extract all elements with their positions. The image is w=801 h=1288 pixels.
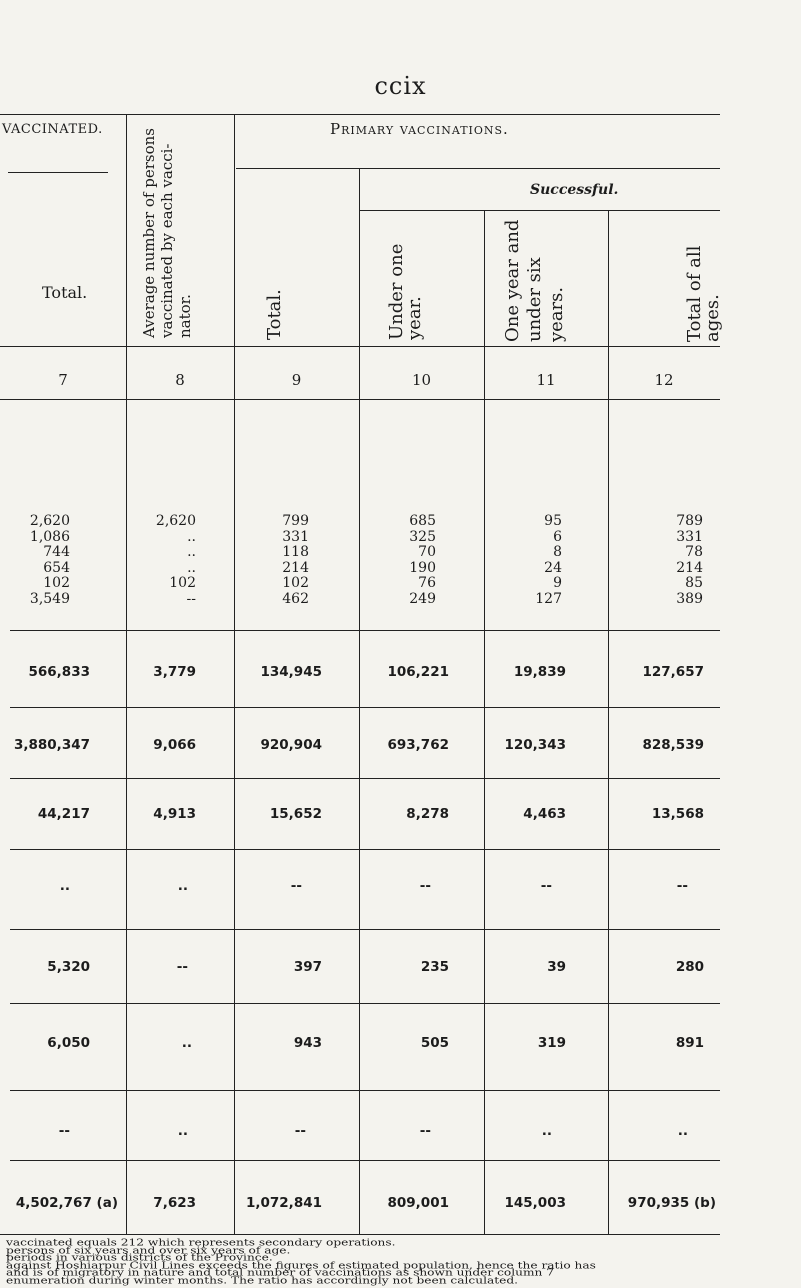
page-number: ccix: [374, 72, 427, 100]
table-cell: 3,779: [153, 664, 196, 680]
group1-average-cell: 2,620 .. .. .. 102 --: [155, 513, 196, 607]
table-cell: --: [419, 878, 431, 894]
header-top-rule: [0, 114, 720, 115]
table-cell: 127,657: [642, 664, 704, 680]
row-separator: [10, 630, 720, 631]
header-vaccinated-underline: [8, 172, 108, 173]
col-rule-4: [484, 210, 485, 1234]
table-cell: 566,833: [28, 664, 90, 680]
header-bottom-rule: [0, 346, 720, 347]
col-number: 10: [411, 371, 432, 389]
row-separator: [10, 1160, 720, 1161]
table-cell: 891: [675, 1035, 704, 1051]
table-cell: --: [540, 878, 552, 894]
table-cell: 39: [547, 959, 566, 975]
header-total: Total.: [42, 283, 88, 302]
footnote-line: and is of migratory in nature and total number of vaccinations as shown under column 7: [6, 1267, 555, 1278]
col-number: 7: [58, 371, 68, 389]
col-number: 11: [536, 371, 556, 389]
row-separator: [10, 929, 720, 930]
table-cell: 4,913: [153, 806, 196, 822]
header-average-persons: Average number of persons vaccinated by each vacci- nator.: [140, 128, 194, 338]
footnote-line: vaccinated equals 212 which represents secondary operations.: [6, 1237, 396, 1248]
table-cell: ..: [541, 1123, 552, 1139]
col-number: 9: [291, 371, 302, 389]
table-cell: 15,652: [269, 806, 322, 822]
row-separator: [10, 1003, 720, 1004]
table-cell: 1,072,841: [245, 1195, 322, 1211]
table-cell: --: [419, 1123, 431, 1139]
table-cell: 235: [420, 959, 449, 975]
header-primary-underline: [236, 168, 720, 169]
row-separator: [10, 1090, 720, 1091]
col-rule-5: [608, 210, 609, 1234]
table-cell: 828,539: [642, 737, 704, 753]
table-cell: 397: [293, 959, 322, 975]
table-cell: --: [58, 1123, 70, 1139]
header-primary-vaccinations: Primary vaccinations.: [330, 120, 509, 138]
footnote-line: persons of six years and over six years of age.: [6, 1244, 291, 1256]
table-cell: 5,320: [47, 959, 90, 975]
table-cell: 8,278: [406, 806, 449, 822]
table-cell: 9,066: [153, 737, 196, 753]
table-cell: 4,502,767 (a): [15, 1195, 118, 1211]
table-cell: ..: [177, 878, 188, 894]
header-successful-underline: [360, 210, 720, 211]
table-cell: 280: [675, 959, 704, 975]
table-cell: 120,343: [504, 737, 566, 753]
group1-one-six-cell: 95 6 8 24 9 127: [535, 513, 562, 607]
header-total-all-ages: Total of all ages.: [684, 245, 723, 342]
row-separator: [10, 849, 720, 850]
table-cell: 920,904: [260, 737, 322, 753]
table-bottom-rule: [0, 1234, 720, 1235]
row-separator: [10, 707, 720, 708]
header-one-to-six-years: One year and under six years.: [502, 219, 567, 342]
row-separator: [10, 778, 720, 779]
table-cell: 6,050: [47, 1035, 90, 1051]
footnote-line: enumeration during winter months. The ratio has accordingly not been calculated.: [6, 1274, 519, 1286]
table-cell: 19,839: [513, 664, 566, 680]
header-successful: Successful.: [530, 182, 619, 198]
footnote-line: against Hoshiarpur Civil Lines exceeds the figures of estimated population, hence the ratio has: [6, 1259, 596, 1271]
table-cell: 3,880,347: [13, 737, 90, 753]
header-vaccinated: VACCINATED.: [2, 122, 103, 137]
table-cell: --: [676, 878, 688, 894]
table-cell: 44,217: [37, 806, 90, 822]
table-cell: 809,001: [387, 1195, 449, 1211]
table-cell: 145,003: [504, 1195, 566, 1211]
table-cell: 106,221: [387, 664, 449, 680]
footnotes: [6, 1237, 796, 1286]
table-cell: --: [290, 878, 302, 894]
table-cell: ..: [677, 1123, 688, 1139]
header-under-one-year: Under one year.: [386, 243, 425, 340]
table-cell: 13,568: [651, 806, 704, 822]
column-number-rule: [0, 399, 720, 400]
table-cell: 970,935 (b): [627, 1195, 716, 1211]
table-cell: 134,945: [260, 664, 322, 680]
table-cell: ..: [177, 1123, 188, 1139]
table-cell: ..: [59, 878, 70, 894]
footnote-line: periods in various districts of the Province.: [6, 1252, 273, 1263]
table-cell: ..: [181, 1035, 192, 1051]
header-primary-total: Total.: [264, 289, 285, 340]
group1-under-one-cell: 685 325 70 190 76 249: [409, 513, 436, 607]
table-cell: 505: [420, 1035, 449, 1051]
table-cell: 943: [293, 1035, 322, 1051]
table-cell: 4,463: [523, 806, 566, 822]
table-cell: 319: [537, 1035, 566, 1051]
col-number: 12: [654, 371, 674, 389]
table-cell: --: [294, 1123, 306, 1139]
col-number: 8: [175, 371, 185, 389]
group1-total-cell: 2,620 1,086 744 654 102 3,549: [29, 513, 70, 607]
group1-primary-total-cell: 799 331 118 214 102 462: [282, 513, 309, 607]
col-rule-3: [359, 168, 360, 1234]
table-cell: 693,762: [387, 737, 449, 753]
table-cell: 7,623: [153, 1195, 196, 1211]
group1-all-ages-cell: 789 331 78 214 85 389: [676, 513, 703, 607]
table-cell: --: [176, 959, 188, 975]
